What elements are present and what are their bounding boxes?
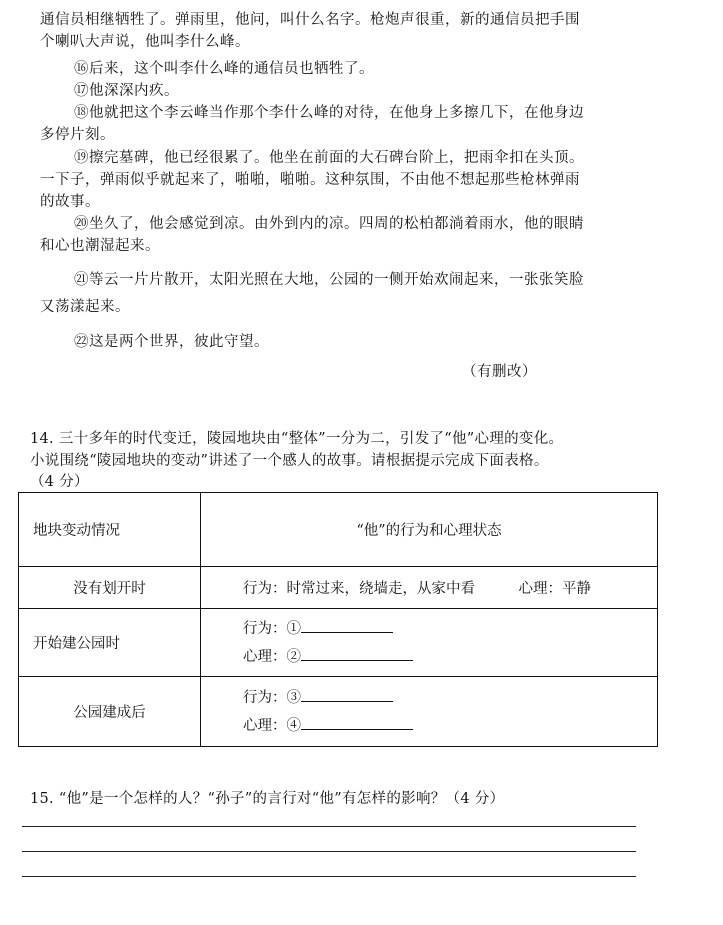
mind-label-2: 心理：② bbox=[243, 648, 301, 665]
passage-p19-line3: 的故事。 bbox=[40, 194, 100, 210]
row1-content: 行为：时常过来，绕墙走，从家中看 心理：平静 bbox=[243, 581, 591, 597]
passage-p22: ㉒这是两个世界，彼此守望。 bbox=[74, 334, 269, 350]
table-row bbox=[19, 677, 658, 747]
answer-blank-2[interactable] bbox=[301, 648, 413, 661]
stage-park-complete: 公园建成后 bbox=[19, 677, 201, 747]
stage-park-start: 开始建公园时 bbox=[19, 609, 201, 677]
passage-p19-line1: ⑲擦完墓碑，他已经很累了。他坐在前面的大石碑台阶上，把雨伞扣在头顶。 bbox=[74, 150, 584, 166]
passage-p19-line2: 一下子，弹雨似乎就起来了，啪啪，啪啪。这种氛围，不由他不想起那些枪林弹雨 bbox=[40, 172, 580, 188]
passage-p18-line2: 多停片刻。 bbox=[40, 127, 115, 143]
answer-rule-1[interactable] bbox=[22, 826, 636, 827]
answer-line-2[interactable] bbox=[243, 643, 657, 671]
passage-p21-line2: 又荡漾起来。 bbox=[40, 299, 130, 315]
answer-blank-4[interactable] bbox=[301, 717, 413, 730]
table-row bbox=[19, 493, 658, 567]
row3-answer-cell bbox=[201, 677, 658, 747]
table-header-stage: 地块变动情况 bbox=[19, 493, 201, 567]
q14-line1: 14. 三十多年的时代变迁，陵园地块由“整体”一分为二，引发了“他”心理的变化。 bbox=[30, 431, 564, 447]
table-row bbox=[19, 609, 658, 677]
passage-p21-line1: ㉑等云一片片散开，太阳光照在大地，公园的一侧开始欢闹起来，一张张笑脸 bbox=[74, 272, 584, 288]
answer-blank-3[interactable] bbox=[301, 689, 393, 702]
answer-rule-2[interactable] bbox=[22, 851, 636, 852]
passage-p16: ⑯后来，这个叫李什么峰的通信员也牺牲了。 bbox=[74, 61, 374, 77]
passage-p20-line2: 和心也潮湿起来。 bbox=[40, 238, 160, 254]
table-row bbox=[19, 567, 658, 609]
q14-score: （4 分） bbox=[30, 474, 89, 490]
answer-line-3[interactable] bbox=[243, 684, 657, 712]
row1-content-cell bbox=[201, 567, 658, 609]
passage-p20-line1: ⑳坐久了，他会感觉到凉。由外到内的凉。四周的松柏都淌着雨水，他的眼睛 bbox=[74, 216, 584, 232]
answer-line-4[interactable] bbox=[243, 712, 657, 740]
row2-answer-cell bbox=[201, 609, 658, 677]
q15-text: 15. “他”是一个怎样的人？“孙子”的言行对“他”有怎样的影响？（4 分） bbox=[30, 791, 505, 807]
passage-p1-line1: 通信员相继牺牲了。弹雨里，他问，叫什么名字。枪炮声很重，新的通信员把手围 bbox=[40, 12, 580, 28]
passage-p17: ⑰他深深内疚。 bbox=[74, 83, 179, 99]
mind-label-4: 心理：④ bbox=[243, 717, 301, 734]
stage-before-split: 没有划开时 bbox=[19, 567, 201, 609]
answer-blank-1[interactable] bbox=[301, 620, 393, 633]
behavior-label-3: 行为：③ bbox=[243, 689, 301, 706]
passage-p18-line1: ⑱他就把这个李云峰当作那个李什么峰的对待，在他身上多擦几下，在他身边 bbox=[74, 105, 584, 121]
behavior-label-1: 行为：① bbox=[243, 620, 301, 637]
table-header-behavior: “他”的行为和心理状态 bbox=[201, 493, 658, 567]
q14-line2: 小说围绕“陵园地块的变动”讲述了一个感人的故事。请根据提示完成下面表格。 bbox=[30, 453, 549, 469]
answer-line-1[interactable] bbox=[243, 615, 657, 643]
q14-answer-table bbox=[18, 492, 658, 747]
passage-p1-line2: 个喇叭大声说，他叫李什么峰。 bbox=[40, 34, 250, 50]
answer-rule-3[interactable] bbox=[22, 876, 636, 877]
passage-source-note: （有删改） bbox=[462, 364, 537, 380]
